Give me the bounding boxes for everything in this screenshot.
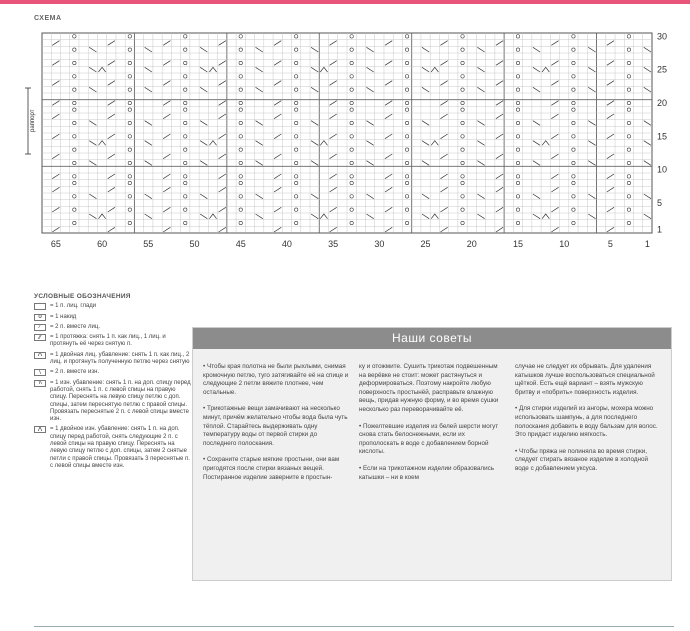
row-number-labels xyxy=(657,31,667,234)
row-number: 25 xyxy=(657,64,668,75)
column-number: 55 xyxy=(143,239,154,249)
row-number: 1 xyxy=(657,224,663,235)
column-number: 30 xyxy=(374,239,385,249)
legend-item xyxy=(34,303,192,310)
column-number: 10 xyxy=(559,239,570,249)
legend-item-text: = 1 двойное изн. убавление: снять 1 п. на доп. спицу перед работой, снять следующие 2 п. с левой спицы на правую спицу. Переснять на левую спицу петлю с доп. спицы, затем 2 снятые петли с правой спицы. Провязать 3 переснятые п. с левой спицы вместе изн. xyxy=(50,426,190,469)
legend-title: УСЛОВНЫЕ ОБОЗНАЧЕНИЯ xyxy=(34,293,131,300)
chart-grid xyxy=(42,33,652,233)
right-slant-icon: ⁄ xyxy=(34,324,46,331)
legend-items xyxy=(34,303,192,470)
row-number: 20 xyxy=(657,98,668,108)
legend-item-text: = 1 изн. убавление: снять 1 п. на доп. спицу перед работой, снять 1 п. с левой спицы на правую спицу. Переснять на левую спицу петлю с доп. спицы, затем переснятую петлю с правой спицы. Провязать переснятые 2 п. с левой спицы вместе изн. xyxy=(50,379,191,423)
tip-paragraph: • Трикотажные вещи замачивают на несколько минут, причём желательно чтобы вода была чуть тёплой. Старайтесь выдерживать одну температуру воды от первой стирки до последнего полоскания. xyxy=(203,405,348,447)
tips-column xyxy=(359,363,505,490)
tips-panel xyxy=(192,327,672,581)
legend-item xyxy=(34,369,192,376)
legend-item xyxy=(34,334,192,349)
tip-paragraph: • Для стирки изделий из ангоры, мохера можно использовать шампунь, а для последнего полоскания добавить в воду бальзам для волос. Это придаст изделию мягкость. xyxy=(515,405,658,439)
column-number: 65 xyxy=(50,239,61,249)
legend-item-text: = 1 двойная лиц. убавление: снять 1 п. как лиц., 2 лиц. и протянуть полученную петлю через снятую xyxy=(50,351,190,366)
row-number: 10 xyxy=(657,164,668,175)
purl-decrease-icon: \\ xyxy=(34,380,46,387)
row-number: 15 xyxy=(657,131,668,142)
legend-item-text: = 2 п. вместе лиц. xyxy=(50,323,100,330)
legend-item-text: = 1 протяжка: снять 1 п. как лиц., 1 лиц. и протянуть её через снятую п. xyxy=(50,334,166,348)
column-number: 25 xyxy=(420,239,431,249)
rapport-label: раппорт xyxy=(30,109,36,132)
empty-square-icon xyxy=(34,303,46,310)
column-number: 15 xyxy=(512,239,523,249)
column-number: 40 xyxy=(281,239,292,249)
tip-paragraph: • Чтобы пряжа не полиняла во время стирки, следует стирать вязаное изделие в холодной воде с добавлением уксуса. xyxy=(515,447,648,472)
legend-item xyxy=(34,324,192,331)
legend-item xyxy=(34,426,192,470)
column-number: 5 xyxy=(607,239,613,249)
legend-item-text: = 2 п. вместе изн. xyxy=(50,369,100,376)
column-number: 60 xyxy=(97,239,108,249)
column-number-labels xyxy=(51,239,650,249)
legend-item xyxy=(34,352,192,367)
tip-paragraph: • Если на трикотажном изделии образовались катышки – ни в коем xyxy=(359,464,495,481)
double-purl-decrease-icon: Λ xyxy=(34,426,46,433)
column-number: 20 xyxy=(466,239,477,249)
legend-item xyxy=(34,314,192,321)
double-decrease-icon: Λ xyxy=(34,352,46,359)
column-number: 45 xyxy=(235,239,246,249)
yarn-over-icon: o xyxy=(34,314,46,321)
tips-columns xyxy=(193,349,671,490)
legend-item xyxy=(34,380,192,424)
column-number: 35 xyxy=(328,239,339,249)
tips-column xyxy=(203,363,349,490)
slip-knit-icon: ⁄⁄ xyxy=(34,334,46,341)
legend-item-text: = 1 п. лиц. глади xyxy=(50,303,97,310)
scheme-title: СХЕМА xyxy=(34,15,62,22)
tip-paragraph: случае не следует их обрывать. Для удаления катышков лучше воспользоваться специальной щёткой. Есть ещё вариант – взять мужскую бритву и «побрить» поверхность изделия. xyxy=(515,363,655,396)
tip-paragraph: • Чтобы края полотна не были рыхлыми, снимая кромочную петлю, туго затягивайте её на спице и следующие 2 петли вяжите плотнее, чем остальные. xyxy=(203,363,349,396)
legend xyxy=(34,293,192,473)
bottom-divider xyxy=(34,626,674,627)
row-number: 5 xyxy=(657,198,663,208)
left-slant-icon: \ xyxy=(34,369,46,376)
column-number: 50 xyxy=(189,239,200,249)
legend-item-text: = 1 накид xyxy=(50,313,77,320)
tip-paragraph: • Сохраните старые мягкие простыни, они вам пригодятся после стирки вязаных вещей. Постиранное изделие заверните в простын- xyxy=(203,456,340,481)
tip-paragraph: • Пожелтевшие изделия из белей шерсти могут снова стать белоснежными, если их прополоскать в воде с добавлением борной кислоты. xyxy=(359,422,499,456)
rapport-marker xyxy=(25,88,36,154)
knitting-chart xyxy=(0,0,690,260)
column-number: 1 xyxy=(644,239,650,249)
tips-title: Наши советы xyxy=(193,328,671,349)
row-number: 30 xyxy=(657,31,668,42)
tip-paragraph: ку и отожмите. Сушить трикотаж подвешенным на верёвке не стоит: может растянуться и деформироваться. Поэтому накройте любую поверхность простынёй, расправьте влажную вещь, придав нужную форму, и во время сушки несколько раз переворачивайте её. xyxy=(359,363,499,413)
tips-column xyxy=(515,363,661,490)
